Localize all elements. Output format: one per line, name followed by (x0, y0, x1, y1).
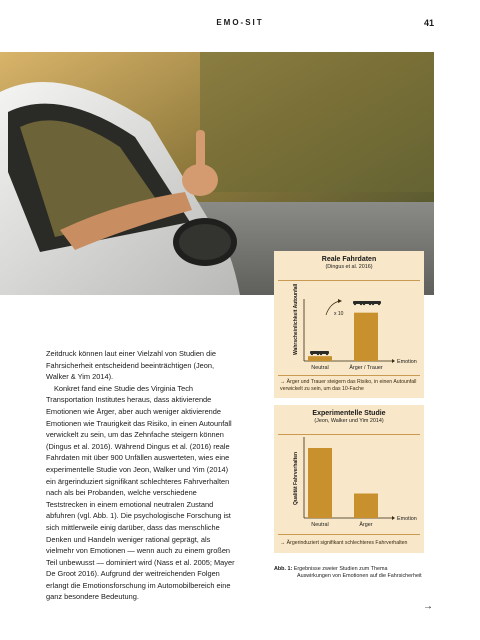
running-head: EMO-SIT (216, 18, 264, 27)
bar-0 (308, 356, 332, 361)
figure-caption (274, 566, 444, 581)
chart-caption: → Ärger und Trauer steigern das Risiko, in einen Autounfall verwickelt zu sein, um das 10-Fache (280, 379, 417, 393)
car-wheel-icon (326, 353, 328, 355)
x-tick-label: Ärger / Trauer (349, 365, 383, 371)
car-wheel-icon (363, 303, 365, 305)
body-text (46, 348, 238, 603)
bar-0 (308, 448, 332, 518)
car-wheel-icon (317, 353, 319, 355)
next-page-arrow-icon[interactable]: → (423, 601, 433, 612)
chart-caption: → Ärgerinduziert signifikant schlechteres Fahrverhalten (280, 540, 408, 546)
increase-arrow-head-icon (338, 299, 342, 303)
chart-panel-real-data (274, 251, 424, 398)
paragraph-2: Konkret fand eine Studie des Virginia Tech Transportation Institutes heraus, dass aktivierende Emotionen wie Ärger, aber auch weniger aktivierende Emotionen wie Traurigkeit das Risiko, in einen Autounfall verwickelt zu sein, um das Zehnfache steigern können (Dingus et al. 2016). Während Dingus et al. (2016) reale Fahrdaten mit über 900 Unfällen auswerteten, wies eine experimentelle Studie von Jeon, Walker und Yim (2014) ein ärgerinduziert signifikant schlechteres Fahrverhalten nach als bei Probanden, welche verschiedene Teststrecken in einem emotional neutralen Zustand abfuhren (vgl. Abb. 1). Die psychologische Forschung ist sich mittlerweile einig darüber, dass das menschliche Denken und Handeln weniger rational geprägt, als vielmehr von Emotionen — wenn auch zu einem großen Teil unbewusst — dominiert wird (Nass et al. 2005; Mayer De Groot 2016). Aufgrund der weitreichenden Folgen erlangt die Emotionsforschung im Automobilbereich eine ganz besondere Bedeutung. (46, 383, 235, 602)
car-wheel-icon (372, 303, 374, 305)
x-axis-label: Emotion (397, 359, 417, 365)
x-tick-label: Neutral (311, 365, 329, 371)
page-header (0, 18, 480, 32)
caption-separator (278, 375, 420, 376)
bar-1 (354, 313, 378, 361)
car-wheel-icon (311, 353, 313, 355)
page-number: 41 (423, 18, 434, 28)
x-tick-label: Ärger (359, 522, 373, 528)
y-axis-label: Qualität Fahrverhalten (293, 451, 299, 505)
car-wheel-icon (360, 303, 362, 305)
chart-title: Reale Fahrdaten (321, 256, 377, 263)
x-tick-label: Neutral (311, 522, 329, 528)
paragraph-1: Zeitdruck können laut einer Vielzahl von Studien die Fahrsicherheit entscheidend beeinträchtigen (Jeon, Walker & Yim 2014). (46, 349, 216, 382)
y-axis-label: Wahrscheinlichkeit Autounfall (293, 283, 299, 355)
car-wheel-icon (369, 303, 371, 305)
figure-label: Abb. 1: (274, 566, 293, 572)
x-axis-arrow-icon (392, 516, 395, 520)
chart-subtitle: (Jeon, Walker und Yim 2014) (314, 418, 384, 424)
x-axis-arrow-icon (392, 359, 395, 363)
chart-subtitle: (Dingus et al. 2016) (325, 264, 373, 270)
car-wheel-icon (320, 353, 322, 355)
caption-separator (278, 534, 420, 535)
chart-title: Experimentelle Studie (312, 410, 386, 417)
figure-caption-line2: Auswirkungen von Emotionen auf die Fahrsicherheit (297, 573, 422, 580)
chart-panel-experimental (274, 405, 424, 553)
car-wheel-icon (354, 303, 356, 305)
x-axis-label: Emotion (397, 516, 417, 522)
car-wheel-icon (378, 303, 380, 305)
figure-caption-line1: Ergebnisse zweier Studien zum Thema (293, 566, 388, 572)
annotation-label: x 10 (334, 311, 344, 317)
bar-1 (354, 494, 378, 519)
